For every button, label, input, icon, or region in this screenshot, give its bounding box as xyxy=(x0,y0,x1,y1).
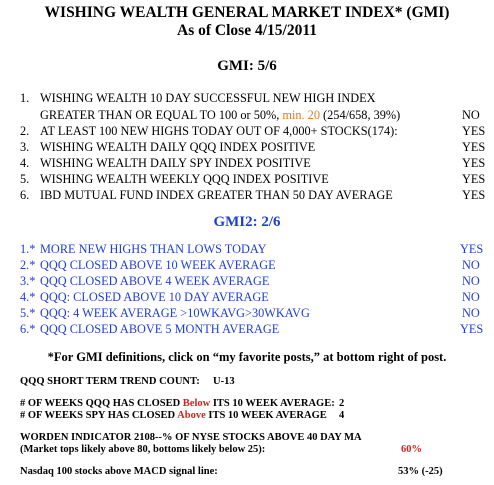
gmi2-item-4-text: QQQ: CLOSED ABOVE 10 DAY AVERAGE xyxy=(40,290,269,304)
gmi2-item-4-answer: NO xyxy=(462,290,480,304)
spy-weeks-value: 4 xyxy=(339,410,345,421)
spy-weeks-line xyxy=(20,410,327,421)
gmi-item-3-num: 3. xyxy=(20,140,30,154)
gmi-item-2-num: 2. xyxy=(20,124,30,138)
gmi2-item-6-text: QQQ CLOSED ABOVE 5 MONTH AVERAGE xyxy=(40,322,280,336)
gmi-score: GMI: 5/6 xyxy=(217,58,277,74)
gmi-item-4-text: WISHING WEALTH DAILY SPY INDEX POSITIVE xyxy=(40,156,311,170)
gmi-definitions-note: *For GMI definitions, click on “my favorite posts,” at bottom right of post. xyxy=(47,350,447,364)
worden-indicator-note: (Market tops likely above 80, bottoms likely below 25): xyxy=(20,444,266,455)
gmi-item-6-num: 6. xyxy=(20,188,30,202)
gmi-item-6-text: IBD MUTUAL FUND INDEX GREATER THAN 50 DAY AVERAGE xyxy=(40,188,393,202)
trend-count-value: U-13 xyxy=(213,376,235,387)
spy-weeks-above: Above xyxy=(177,410,206,421)
gmi2-item-6-answer: YES xyxy=(460,322,484,336)
qqq-weeks-pre: # OF WEEKS QQQ HAS CLOSED xyxy=(20,398,183,409)
gmi2-item-1-answer: YES xyxy=(460,242,484,256)
gmi-item-5-answer: YES xyxy=(462,172,486,186)
gmi-item-6-answer: YES xyxy=(462,188,486,202)
gmi2-item-3-text: QQQ CLOSED ABOVE 4 WEEK AVERAGE xyxy=(40,274,270,288)
gmi-item-1-answer: NO xyxy=(462,108,480,122)
gmi2-score: GMI2: 2/6 xyxy=(213,214,281,230)
gmi-item-4-answer: YES xyxy=(462,156,486,170)
gmi2-item-5-num: 5.* xyxy=(20,306,36,320)
gmi-item-1-text2 xyxy=(40,108,400,123)
qqq-weeks-value: 2 xyxy=(339,398,345,409)
gmi-item-3-answer: YES xyxy=(462,140,486,154)
qqq-weeks-line xyxy=(20,398,335,409)
trend-count-label: QQQ SHORT TERM TREND COUNT: xyxy=(20,376,200,387)
worden-indicator-label: WORDEN INDICATOR 2108--% OF NYSE STOCKS ABOVE 40 DAY MA xyxy=(20,432,362,443)
macd-value: 53% (-25) xyxy=(398,466,443,477)
gmi2-item-2-num: 2.* xyxy=(20,258,36,272)
gmi-item-3-text: WISHING WEALTH DAILY QQQ INDEX POSITIVE xyxy=(40,140,316,154)
gmi-item-1-num: 1. xyxy=(20,91,30,105)
gmi-item-1-text2-post: (254/658, 39%) xyxy=(319,108,401,122)
qqq-weeks-post: ITS 10 WEEK AVERAGE: xyxy=(210,398,335,409)
gmi2-item-4-num: 4.* xyxy=(20,290,36,304)
qqq-weeks-below: Below xyxy=(182,398,211,409)
gmi2-item-2-answer: NO xyxy=(462,258,480,272)
gmi2-item-2-text: QQQ CLOSED ABOVE 10 WEEK AVERAGE xyxy=(40,258,276,272)
gmi-item-2-answer: YES xyxy=(462,124,486,138)
macd-label: Nasdaq 100 stocks above MACD signal line: xyxy=(20,466,218,477)
gmi-item-1-min: min. 20 xyxy=(282,108,320,122)
spy-weeks-pre: # OF WEEKS SPY HAS CLOSED xyxy=(20,410,178,421)
gmi-item-5-num: 5. xyxy=(20,172,30,186)
gmi-item-1-text: WISHING WEALTH 10 DAY SUCCESSFUL NEW HIGH INDEX xyxy=(40,91,376,105)
gmi2-item-5-answer: NO xyxy=(462,306,480,320)
gmi2-item-6-num: 6.* xyxy=(20,322,36,336)
gmi2-item-3-answer: NO xyxy=(462,274,480,288)
gmi-item-4-num: 4. xyxy=(20,156,30,170)
gmi-item-5-text: WISHING WEALTH WEEKLY QQQ INDEX POSITIVE xyxy=(40,172,329,186)
gmi-item-2-text: AT LEAST 100 NEW HIGHS TODAY OUT OF 4,000+ STOCKS(174): xyxy=(40,124,398,138)
spy-weeks-post: ITS 10 WEEK AVERAGE xyxy=(205,410,327,421)
page-title: WISHING WEALTH GENERAL MARKET INDEX* (GMI) xyxy=(44,4,450,21)
gmi2-item-5-text: QQQ: 4 WEEK AVERAGE >10WKAVG>30WKAVG xyxy=(40,306,310,320)
gmi2-item-1-text: MORE NEW HIGHS THAN LOWS TODAY xyxy=(40,242,267,256)
page-subtitle-date: As of Close 4/15/2011 xyxy=(177,22,317,39)
gmi-item-1-text2-pre: GREATER THAN OR EQUAL TO 100 or 50%, xyxy=(40,108,283,122)
gmi2-item-1-num: 1.* xyxy=(20,242,36,256)
worden-indicator-value: 60% xyxy=(401,444,422,455)
gmi2-item-3-num: 3.* xyxy=(20,274,36,288)
